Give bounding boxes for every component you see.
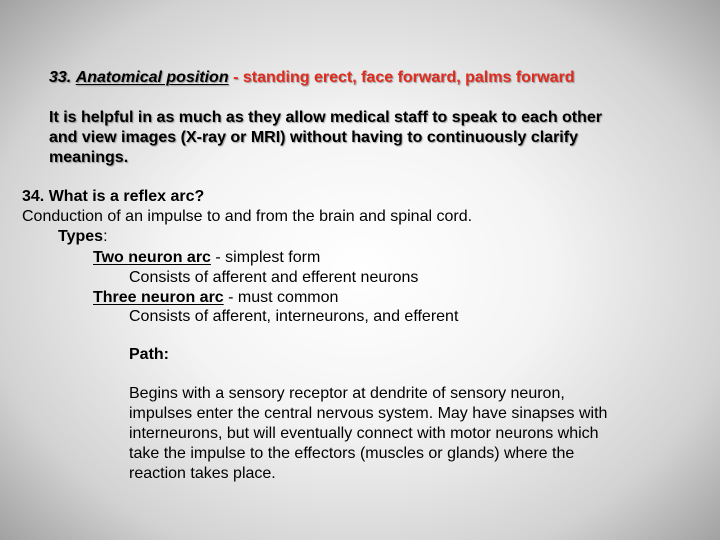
types-heading xyxy=(58,227,108,247)
three-neuron-arc-line xyxy=(93,288,338,308)
path-line-2: impulses enter the central nervous system. May have sinapses with xyxy=(129,405,608,422)
two-neuron-arc-desc: - simplest form xyxy=(215,249,321,266)
reflex-arc-answer: Conduction of an impulse to and from the brain and spinal cord. xyxy=(22,208,473,225)
anatomical-position-heading xyxy=(49,68,574,88)
anatomical-position-term: Anatomical position xyxy=(75,69,229,86)
two-neuron-arc-line xyxy=(93,248,320,268)
explanation-line-2: and view images (X-ray or MRI) without having to continuously clarify xyxy=(49,129,578,146)
explanation-line-3: meanings. xyxy=(49,149,129,166)
reflex-arc-question: 34. What is a reflex arc? xyxy=(22,188,205,205)
explanation-line-1: It is helpful in as much as they allow medical staff to speak to each other xyxy=(49,109,603,126)
two-neuron-arc-detail: Consists of afferent and efferent neurons xyxy=(129,269,419,286)
three-neuron-arc-detail: Consists of afferent, interneurons, and efferent xyxy=(129,308,459,325)
types-colon: : xyxy=(103,228,108,245)
two-neuron-arc-name: Two neuron arc xyxy=(93,249,211,266)
anatomical-position-definition: standing erect, face forward, palms forward xyxy=(242,69,575,86)
path-line-5: reaction takes place. xyxy=(129,465,276,482)
three-neuron-arc-desc: - must common xyxy=(228,289,339,306)
path-line-3: interneurons, but will eventually connect with motor neurons which xyxy=(129,425,599,442)
path-label: Path: xyxy=(129,346,169,363)
definition-dash: - xyxy=(233,69,239,86)
path-line-1: Begins with a sensory receptor at dendrite of sensory neuron, xyxy=(129,385,565,402)
types-label: Types xyxy=(58,228,104,245)
three-neuron-arc-name: Three neuron arc xyxy=(93,289,224,306)
path-line-4: take the impulse to the effectors (muscles or glands) where the xyxy=(129,445,575,462)
item-number-33: 33. xyxy=(49,69,72,86)
